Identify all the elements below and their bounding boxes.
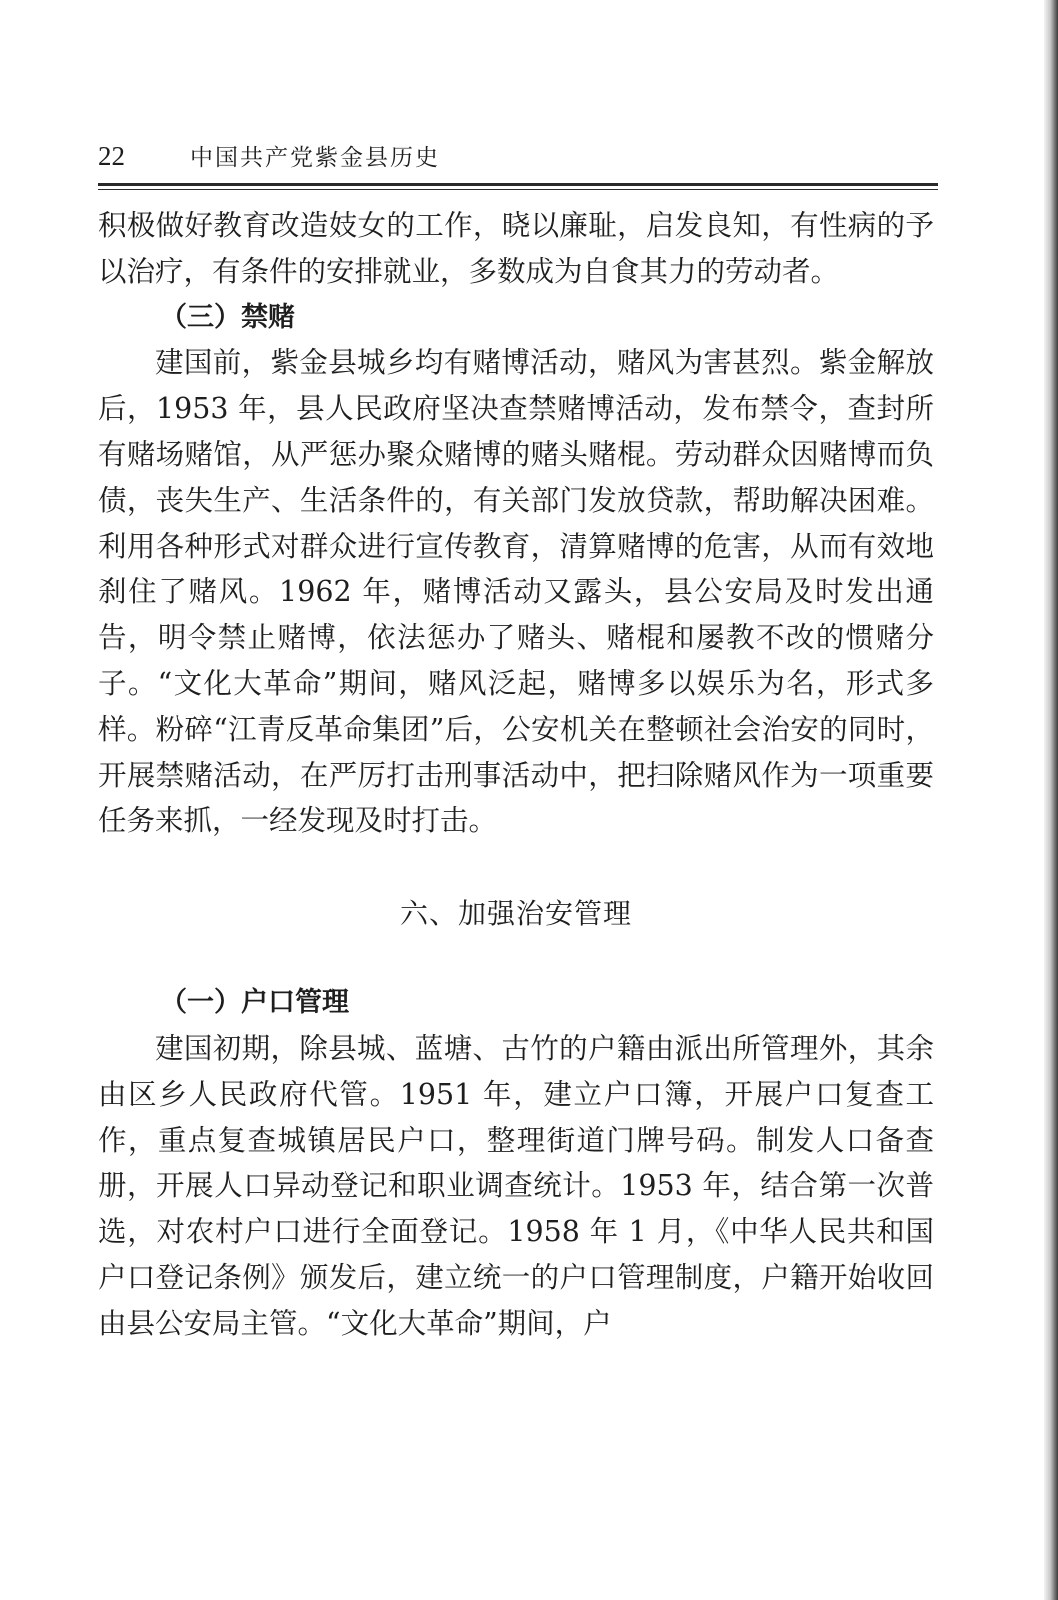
book-title: 中国共产党紫金县历史 (190, 145, 440, 171)
page-number: 22 (98, 141, 125, 171)
page-header (98, 138, 938, 178)
page-body (98, 203, 934, 1347)
section-title: 六、加强治安管理 (399, 897, 632, 931)
subheading-gambling-ban: （三）禁赌 (160, 301, 295, 333)
spacer (98, 844, 934, 891)
paragraph-household-registration: 建国初期，除县城、蓝塘、古竹的户籍由派出所管理外，其余由区乡人民政府代管。1951 年，建立户口簿，开展户口复查工作，重点复查城镇居民户口，整理街道门牌号码。制发人口备查册，开展人口异动登记和职业调查统计。1953 年，结合第一次普选，对农村户口进行全面登记。1958 年 1 月，《中华人民共和国户口登记条例》颁发后，建立统一的户口管理制度，户籍开始收回由县公安局主管。“文化大革命”期间，户 (98, 1031, 934, 1340)
paragraph-continuation: 积极做好教育改造妓女的工作，晓以廉耻，启发良知，有性病的予以治疗，有条件的安排就业，多数成为自食其力的劳动者。 (98, 209, 934, 288)
scan-page-edge (1044, 0, 1058, 1600)
spacer (98, 937, 934, 980)
subheading-household-registration: （一）户口管理 (160, 987, 349, 1019)
paragraph-gambling-ban: 建国前，紫金县城乡均有赌博活动，赌风为害甚烈。紫金解放后，1953 年，县人民政府坚决查禁赌博活动，发布禁令，查封所有赌场赌馆，从严惩办聚众赌博的赌头赌棍。劳动群众因赌博而负债，丧失生产、生活条件的，有关部门发放贷款，帮助解决困难。利用各种形式对群众进行宣传教育，清算赌博的危害，从而有效地刹住了赌风。1962 年，赌博活动又露头，县公安局及时发出通告，明令禁止赌博，依法惩办了赌头、赌棍和屡教不改的惯赌分子。“文化大革命”期间，赌风泛起，赌博多以娱乐为名，形式多样。粉碎“江青反革命集团”后，公安机关在整顿社会治安的同时，开展禁赌活动，在严厉打击刑事活动中，把扫除赌风作为一项重要任务来抓，一经发现及时打击。 (98, 346, 934, 838)
header-rule-thick (98, 183, 938, 186)
header-rule-thin (98, 189, 938, 190)
